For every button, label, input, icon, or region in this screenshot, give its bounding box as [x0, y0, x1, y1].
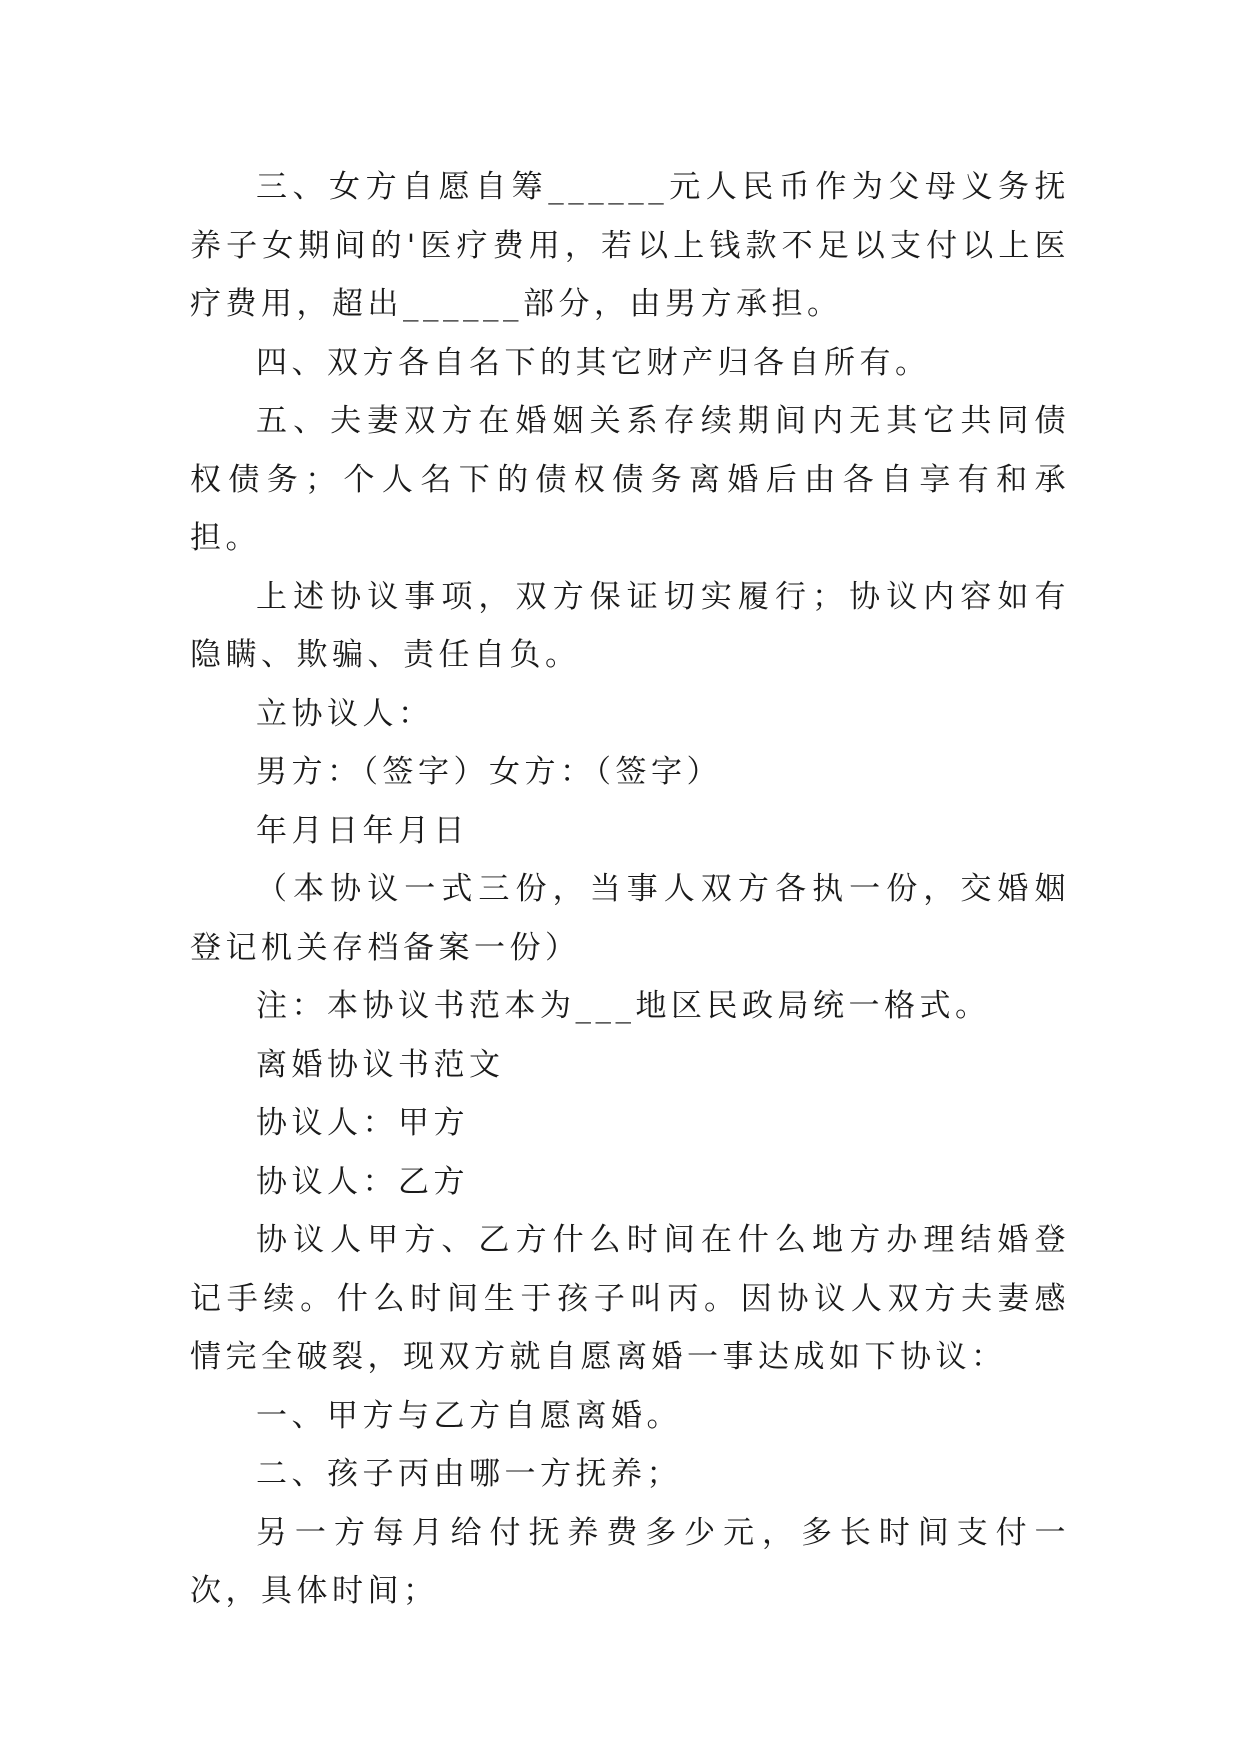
child-support-payment: 另一方每月给付抚养费多少元，多长时间支付一次，具体时间；	[190, 1514, 1070, 1609]
performance-guarantee: 上述协议事项，双方保证切实履行；协议内容如有隐瞒、欺骗、责任自负。	[190, 578, 1070, 673]
copies-note: （本协议一式三份，当事人双方各执一份，交婚姻登记机关存档备案一份）	[190, 871, 1070, 966]
date-line: 年月日年月日	[256, 812, 469, 849]
clause-three-medical-expenses: 三、女方自愿自筹______元人民币作为父母义务抚养子女期间的'医疗费用，若以上钱款不足以支付以上医疗费用，超出______部分，由男方承担。	[190, 169, 1070, 322]
section-title: 离婚协议书范文	[256, 1046, 505, 1083]
document-body	[190, 158, 1070, 1621]
clause-four-separate-property: 四、双方各自名下的其它财产归各自所有。	[256, 344, 931, 381]
party-b-line: 协议人：乙方	[256, 1163, 469, 1200]
clause-five-debts: 五、夫妻双方在婚姻关系存续期间内无其它共同债权债务；个人名下的债权债务离婚后由各自享有和承担。	[190, 403, 1070, 556]
clause-two-custody: 二、孩子丙由哪一方抚养；	[256, 1456, 682, 1492]
signature-line: 男方：（签字）女方：（签字）	[256, 754, 722, 790]
signatories-label: 立协议人：	[256, 695, 434, 732]
clause-one-divorce: 一、甲方与乙方自愿离婚。	[256, 1397, 682, 1434]
template-note: 注：本协议书范本为___地区民政局统一格式。	[256, 988, 991, 1024]
preamble: 协议人甲方、乙方什么时间在什么地方办理结婚登记手续。什么时间生于孩子叫丙。因协议人双方夫妻感情完全破裂，现双方就自愿离婚一事达成如下协议：	[190, 1222, 1070, 1375]
party-a-line: 协议人：甲方	[256, 1105, 469, 1141]
